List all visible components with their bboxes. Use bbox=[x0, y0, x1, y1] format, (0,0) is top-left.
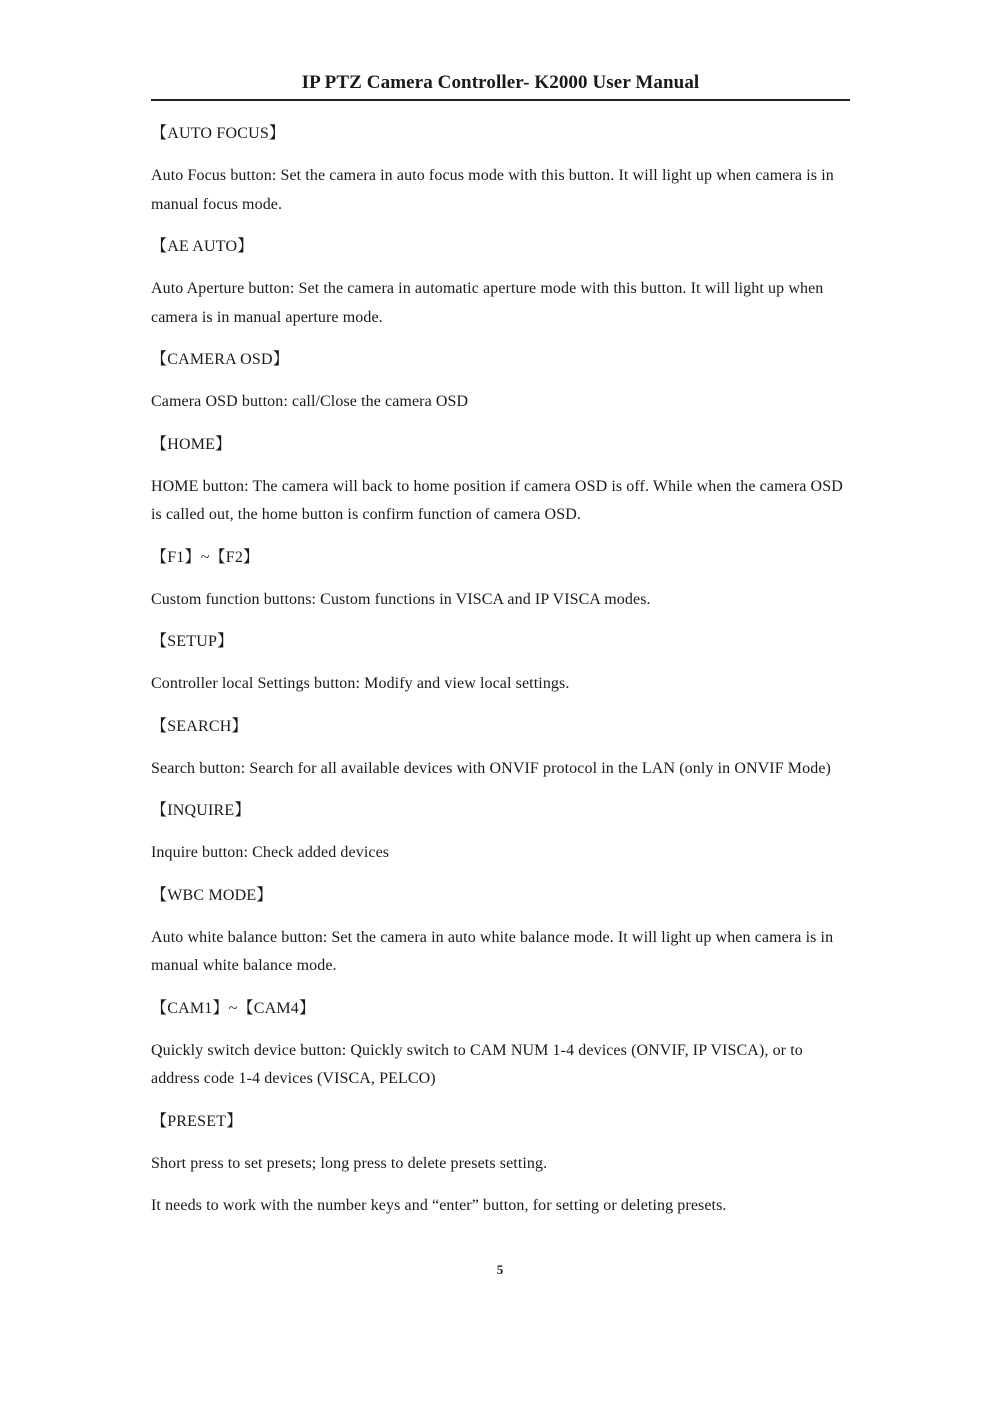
section-f1-f2 bbox=[151, 544, 851, 615]
section-setup bbox=[151, 628, 851, 699]
manual-content bbox=[151, 120, 851, 1235]
page-header bbox=[151, 70, 850, 101]
section-heading: 【CAMERA OSD】 bbox=[151, 351, 289, 368]
section-heading: 【SETUP】 bbox=[151, 633, 234, 650]
section-home bbox=[151, 431, 851, 530]
section-wbc-mode bbox=[151, 882, 851, 981]
section-paragraph: Auto white balance button: Set the camera in auto white balance mode. It will light up when camera is in manual white balance mode. bbox=[151, 928, 834, 974]
section-heading: 【SEARCH】 bbox=[151, 717, 248, 735]
section-paragraph: Auto Focus button: Set the camera in auto focus mode with this button. It will light up when camera is in manual focus mode. bbox=[151, 167, 834, 213]
section-paragraph: Auto Aperture button: Set the camera in automatic aperture mode with this button. It will light up when camera is in manual aperture mode. bbox=[151, 280, 824, 326]
section-heading: 【HOME】 bbox=[151, 435, 232, 453]
section-paragraph: Custom function buttons: Custom functions in VISCA and IP VISCA modes. bbox=[151, 590, 651, 608]
page-title: IP PTZ Camera Controller- K2000 User Manual bbox=[301, 72, 700, 93]
section-heading: 【CAM1】~【CAM4】 bbox=[151, 999, 316, 1017]
section-heading: 【INQUIRE】 bbox=[151, 802, 251, 819]
section-auto-focus bbox=[151, 120, 851, 219]
section-heading: 【AUTO FOCUS】 bbox=[151, 125, 286, 142]
section-inquire bbox=[151, 797, 851, 868]
section-heading: 【PRESET】 bbox=[151, 1112, 243, 1130]
section-preset bbox=[151, 1108, 851, 1221]
section-paragraph: Camera OSD button: call/Close the camera OSD bbox=[151, 393, 469, 410]
section-paragraph: Controller local Settings button: Modify and view local settings. bbox=[151, 675, 570, 692]
section-paragraph: Quickly switch device button: Quickly switch to CAM NUM 1-4 devices (ONVIF, IP VISCA), or to address code 1-4 devices (VISCA, PELCO) bbox=[151, 1041, 803, 1087]
page-number: 5 bbox=[496, 1262, 504, 1277]
section-camera-osd bbox=[151, 346, 851, 417]
section-paragraph: Short press to set presets; long press to delete presets setting. bbox=[151, 1154, 548, 1172]
section-paragraph: Inquire button: Check added devices bbox=[151, 844, 390, 861]
section-cam1-cam4 bbox=[151, 995, 851, 1094]
section-search bbox=[151, 713, 851, 784]
section-heading: 【WBC MODE】 bbox=[151, 886, 273, 904]
section-paragraph: It needs to work with the number keys and “enter” button, for setting or deleting presets. bbox=[151, 1197, 727, 1214]
section-heading: 【AE AUTO】 bbox=[151, 238, 254, 255]
section-heading: 【F1】~【F2】 bbox=[151, 548, 260, 566]
section-paragraph: HOME button: The camera will back to home position if camera OSD is off. While when the camera OSD is called out, the home button is confirm function of camera OSD. bbox=[151, 477, 843, 523]
section-paragraph: Search button: Search for all available devices with ONVIF protocol in the LAN (only in ONVIF Mode) bbox=[151, 759, 831, 777]
section-ae-auto bbox=[151, 233, 851, 332]
